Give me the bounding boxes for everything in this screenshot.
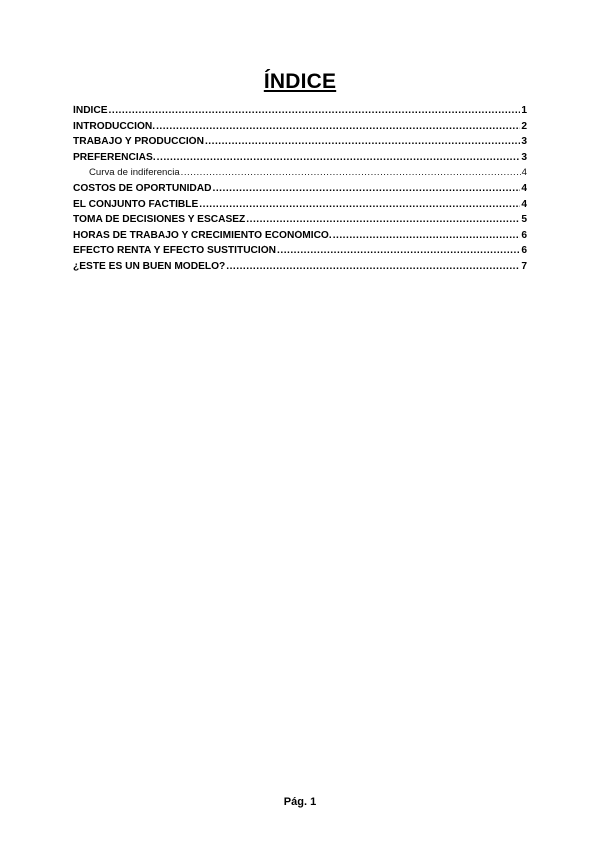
- toc-leader-dots: [157, 152, 521, 163]
- toc-subentry[interactable]: [73, 167, 527, 183]
- toc-entry-page: 4: [521, 198, 527, 210]
- toc-entry-page: 3: [521, 136, 527, 148]
- toc-entry-page: 6: [521, 245, 527, 257]
- page-title: ÍNDICE: [263, 70, 337, 93]
- toc-entry-page: 1: [521, 105, 527, 116]
- toc-entry-label: INTRODUCCIÓN.: [73, 120, 156, 132]
- toc-leader-dots: [226, 261, 520, 272]
- toc-entry[interactable]: [73, 105, 527, 121]
- toc-entry-label: COSTOS DE OPORTUNIDAD: [73, 182, 212, 194]
- page-number-footer: Pág. 1: [283, 796, 317, 808]
- toc-entry-label: EFECTO RENTA Y EFECTO SUSTITUCIÓN: [73, 245, 277, 257]
- toc-entry[interactable]: [73, 230, 527, 246]
- toc-entry-page: 6: [521, 229, 527, 241]
- toc-entry-label: Curva de indiferencia: [89, 167, 180, 179]
- toc-leader-dots: [333, 230, 521, 241]
- toc-entry-label: HORAS DE TRABAJO Y CRECIMIENTO ECONÓMICO.: [73, 229, 332, 241]
- toc-entry[interactable]: [73, 183, 527, 199]
- toc-leader-dots: [205, 136, 520, 147]
- toc-entry-page: 4: [521, 182, 527, 194]
- toc-entry[interactable]: [73, 199, 527, 215]
- toc-entry-page: 5: [521, 214, 527, 226]
- toc-leader-dots: [156, 121, 520, 132]
- toc-entry-label: TRABAJO Y PRODUCCIÓN: [73, 136, 204, 148]
- toc-leader-dots: [109, 105, 521, 116]
- toc-entry-label: EL CONJUNTO FACTIBLE: [73, 198, 199, 210]
- toc-entry[interactable]: [73, 214, 527, 230]
- toc-entry-page: 4: [521, 167, 527, 179]
- toc-leader-dots: [181, 167, 521, 178]
- toc-entry[interactable]: [73, 261, 527, 277]
- toc-entry[interactable]: [73, 121, 527, 137]
- toc-entry-label: PREFERENCIAS.: [73, 151, 156, 163]
- toc-entry-label: TOMA DE DECISIONES Y ESCASEZ: [73, 214, 246, 226]
- toc-leader-dots: [213, 183, 521, 194]
- toc-leader-dots: [277, 245, 520, 256]
- toc-entry-page: 3: [521, 151, 527, 163]
- toc-entry-page: 2: [521, 120, 527, 132]
- toc-leader-dots: [246, 214, 520, 225]
- toc-entry-label: ¿ESTE ES UN BUEN MODELO?: [73, 260, 226, 272]
- toc-entry-page: 7: [521, 260, 527, 272]
- toc-entry-label: ÍNDICE: [73, 105, 108, 116]
- toc-entry[interactable]: [73, 136, 527, 152]
- table-of-contents: [73, 105, 527, 277]
- toc-entry[interactable]: [73, 152, 527, 168]
- toc-leader-dots: [199, 199, 520, 210]
- toc-entry[interactable]: [73, 245, 527, 261]
